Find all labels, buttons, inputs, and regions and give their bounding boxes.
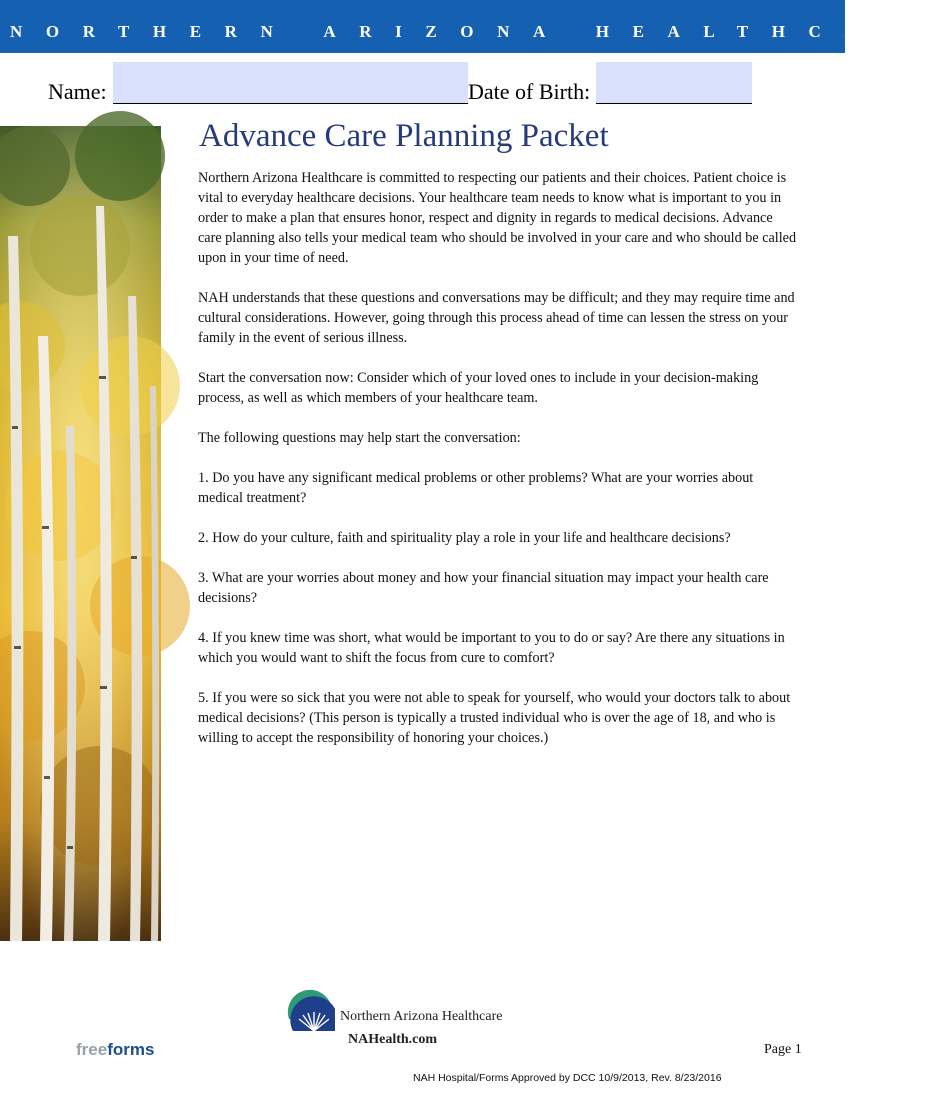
aspen-trees-photo <box>0 126 161 941</box>
page-number: Page 1 <box>764 1042 802 1057</box>
nah-logo-icon <box>283 991 339 1038</box>
dob-label: Date of Birth: <box>468 79 591 104</box>
question-item: 5. If you were so sick that you were not able to speak for yourself, who would your doctors talk to about medical decisions? (This person is typically a trusted individual who is over the age of 18, and who is willing to accept the responsibility of honoring your choices.) <box>198 690 791 746</box>
name-label: Name: <box>48 79 107 104</box>
freeforms-logo <box>76 1040 154 1060</box>
question-item: 3. What are your worries about money and how your financial situation may impact your health care decisions? <box>198 570 769 606</box>
website-label: NAHealth.com <box>348 1032 438 1047</box>
question-item: 2. How do your culture, faith and spirituality play a role in your life and healthcare decisions? <box>198 530 731 546</box>
name-input[interactable] <box>113 62 468 104</box>
approval-note: NAH Hospital/Forms Approved by DCC 10/9/2013, Rev. 8/23/2016 <box>413 1072 722 1084</box>
conversation-paragraph: Start the conversation now: Consider which of your loved ones to include in your decision-making process, as well as which members of your healthcare team. <box>198 370 759 406</box>
dob-input[interactable] <box>596 62 752 104</box>
page-title: Advance Care Planning Packet <box>199 118 609 154</box>
banner-title: NORTHERN ARIZONA HEALTHCARE <box>10 22 951 41</box>
understanding-paragraph: NAH understands that these questions and conversations may be difficult; and they may require time and cultural considerations. However, going through this process ahead of time can lessen the stress on your family in the event of serious illness. <box>198 290 795 346</box>
freeforms-forms: forms <box>107 1040 155 1059</box>
intro-paragraph: Northern Arizona Healthcare is committed to respecting our patients and their choices. Patient choice is vital to everyday healthcare decisions. Your healthcare team needs to know what is important to you in order to make a plan that ensures honor, respect and dignity in regards to medical decisions. Advance care planning also tells your medical team who should be involved in your care and who should be called upon in your time of need. <box>198 170 797 266</box>
question-item: 1. Do you have any significant medical problems or other problems? What are your worries about medical treatment? <box>198 470 754 506</box>
question-item: 4. If you knew time was short, what would be important to you to do or say? Are there any situations in which you would want to shift the focus from cure to comfort? <box>198 630 785 666</box>
logo-name: Northern Arizona Healthcare <box>340 1009 503 1024</box>
freeforms-free: free <box>76 1040 108 1059</box>
questions-intro: The following questions may help start the conversation: <box>198 430 521 446</box>
body-text <box>198 168 798 768</box>
